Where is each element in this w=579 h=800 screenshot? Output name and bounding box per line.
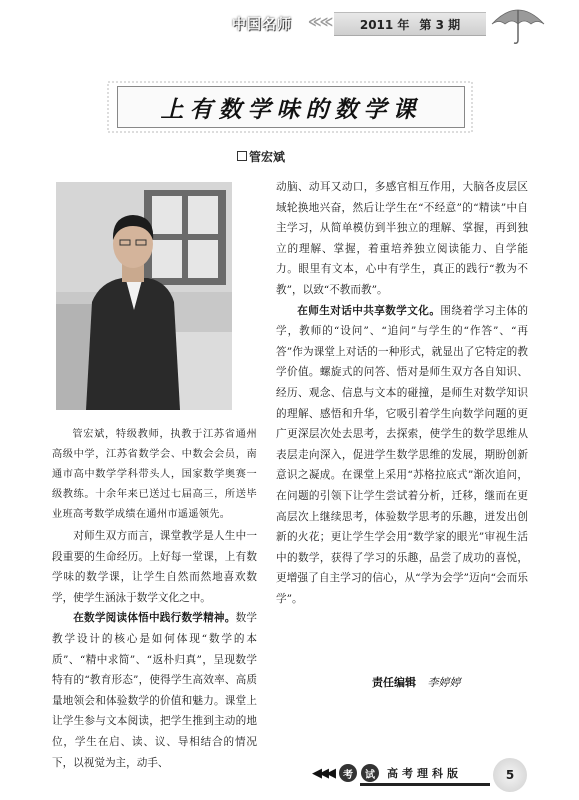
paragraph: 动脑、动耳又动口，多感官相互作用，大脑各皮层区域轮换地兴奋，然后让学生在“不经意”的“精读”中自主学习，从简单模仿到半独立的理解、掌握，再到独立的理解、掌握，着重培养独立阅读能力、自学能力。眼里有文本，心中有学生，真正的践行“教为不教”，以致“不教而教”。 — [276, 181, 528, 296]
section-heading: 在师生对话中共享数学文化。 — [297, 304, 441, 317]
page-footer — [312, 762, 462, 784]
footer-edition-text: 高考理科版 — [387, 767, 462, 780]
editor-credit — [372, 674, 461, 690]
header-chevron-deco: ≪≪ — [308, 15, 332, 30]
editor-label: 责任编辑 — [372, 676, 416, 689]
section-paragraph — [276, 301, 528, 610]
article-title: 上有数学味的数学课 — [117, 86, 465, 128]
author-photo-illustration — [56, 182, 232, 410]
issue-number: 第 3 期 — [419, 17, 461, 32]
footer-badge-shi: 试 — [361, 764, 379, 782]
section-heading: 在数学阅读体悟中践行数学精神。 — [73, 612, 236, 625]
author-photo — [56, 182, 232, 410]
footer-rule — [360, 783, 490, 786]
editor-name: 李婷婷 — [427, 676, 461, 689]
article-column-left — [52, 526, 257, 773]
article-column-right — [276, 177, 528, 609]
section-body: 围绕着学习主体的学，教师的“设问”、“追问”与学生的“作答”、“再答”作为课堂上对话的一种形式，就显出了它特定的教学价值。螺旋式的问答、悟对是师生双方各自知识、经历、观念、信息与文本的碰撞，是师生对数学知识的理解、感悟和升华，它吸引着学生向数学问题的更广更深层次处去思考，去探索，使学生的数学思维从表层走向深入，促进学生数学思维的发展，期盼创新意识之凝成。在课堂上采用“苏格拉底式”渐次追问，在问题的引领下让学生尝试着分析，迁移，继而在更高层次上继续思考，体验数学思考的乐趣，迸发出创新的火花；更让学生学会用“数学家的眼光”审视生活中的数学，获得了学习的乐趣，品尝了成功的喜悦，更增强了自主学习的信心，从“学为会学”迈向“会而乐学”。 — [276, 304, 529, 605]
byline-square-icon — [237, 151, 247, 161]
bio-paragraph: 管宏斌，特级教师，执教于江苏省通州高级中学，江苏省数学会、中数会会员，南通市高中数学学科带头人，国家数学奥赛一级教练。十余年来已送过七届高三，所送毕业班高考数学成绩在通州市遥遥领先。 — [52, 429, 257, 520]
issue-year: 2011 年 — [359, 17, 410, 32]
umbrella-icon — [488, 2, 548, 46]
author-bio — [52, 425, 257, 525]
page-number: 5 — [493, 758, 527, 792]
author-byline — [237, 148, 285, 165]
footer-badge-kao: 考 — [339, 764, 357, 782]
author-name: 管宏斌 — [249, 150, 286, 164]
paragraph: 对师生双方而言，课堂教学是人生中一段重要的生命经历。上好每一堂课，上有数学味的数学课，让学生自然而然地喜欢数学，使学生涵泳于数学文化之中。 — [52, 530, 257, 604]
magazine-column-brand: 中国名师 — [232, 17, 292, 33]
section-paragraph — [52, 608, 257, 773]
footer-arrows-icon: ◀◀◀ — [312, 765, 333, 781]
issue-band — [334, 12, 486, 36]
section-body: 数学教学设计的核心是如何体现“数学的本质”、“精中求简”、“返朴归真”，呈现数学特有的“教育形态”，使得学生高效率、高质量地领会和体验数学的价值和魅力。课堂上让学生参与文本阅读，把学生推到主动的地位，学生在启、读、议、导相结合的情况下，以视觉为主，动手、 — [52, 612, 258, 769]
